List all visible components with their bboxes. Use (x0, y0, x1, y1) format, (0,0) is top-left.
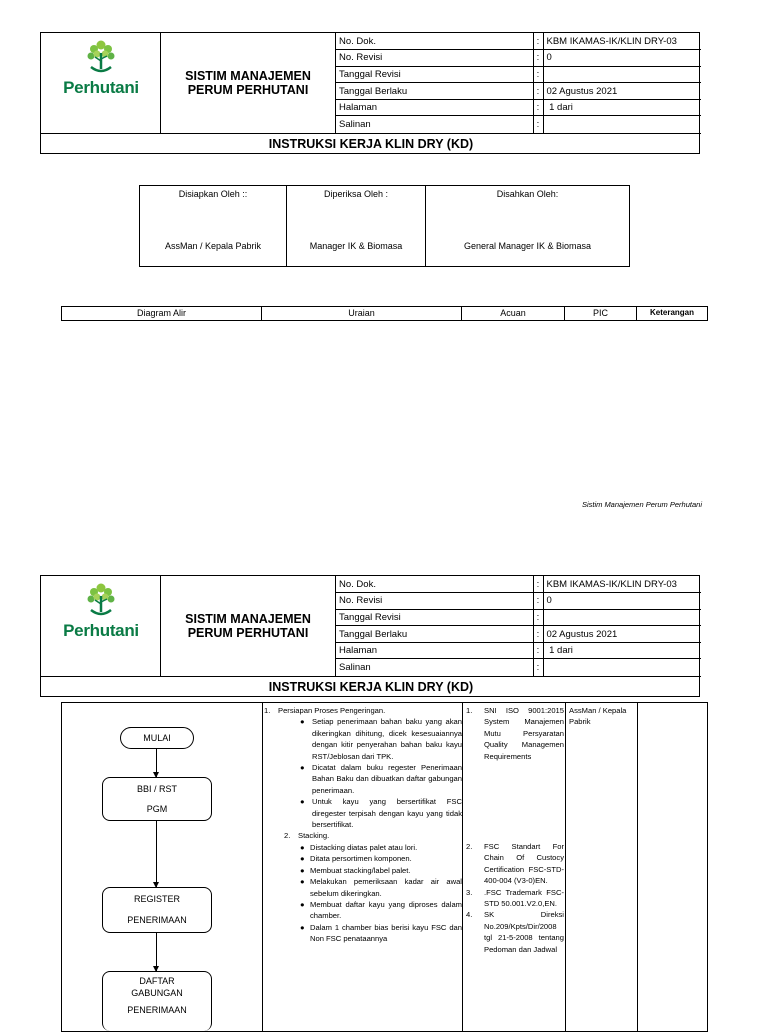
flow-start-terminal: MULAI (120, 727, 194, 749)
step-number: 2. (284, 831, 291, 841)
flow-daftar-line3: PENERIMAAN (127, 1005, 187, 1015)
info-sep: : (533, 50, 543, 67)
info-label: No. Revisi (336, 593, 533, 610)
col-pic: PIC (565, 307, 637, 320)
info-value: 02 Agustus 2021 (543, 83, 701, 100)
info-label: No. Dok. (336, 576, 533, 593)
uraian-bullet: ● Setiap penerimaan bahan baku yang akan dikeringkan dihitung, dicek kesesuaiannya dengan kitir penyerahan bahan baku kayu RST/Jeblosan dari TPK. (300, 717, 462, 761)
info-value (543, 116, 701, 133)
uraian-bullet: ● Membuat stacking/label palet. (300, 865, 411, 875)
info-label: Halaman (336, 99, 533, 116)
procedure-column-header (61, 306, 708, 321)
bullet-text: Ditata persortimen komponen. (310, 854, 412, 864)
info-label: Salinan (336, 659, 533, 676)
flow-daftar-line1: DAFTAR (139, 976, 175, 986)
info-value: KBM IKAMAS-IK/KLIN DRY-03 (543, 576, 701, 593)
document-title: INSTRUKSI KERJA KLIN DRY (KD) (41, 676, 701, 698)
info-row-no-revisi (336, 593, 701, 610)
col-acuan: Acuan (462, 307, 565, 320)
info-label: Tanggal Berlaku (336, 83, 533, 100)
info-row-tanggal-berlaku (336, 626, 701, 643)
info-row-no-dok (336, 33, 701, 50)
document-info (336, 33, 701, 133)
company-logo (41, 33, 161, 133)
col-keterangan: Keterangan (649, 308, 694, 317)
uraian-text (264, 705, 462, 945)
info-sep: : (533, 83, 543, 100)
info-row-no-dok (336, 576, 701, 593)
approval-table (139, 185, 630, 267)
step-title: Stacking. (298, 831, 330, 841)
info-sep: : (533, 116, 543, 133)
flow-register-line1: REGISTER (133, 894, 180, 904)
approved-by: General Manager IK & Biomasa (463, 241, 592, 251)
checked-label: Diperiksa Oleh : (323, 189, 389, 199)
flow-box-register (102, 887, 212, 933)
column-divider (565, 703, 566, 1031)
info-sep: : (533, 99, 543, 116)
uraian-bullet: ● Ditata persortimen komponen. (300, 854, 412, 864)
info-sep: : (533, 659, 543, 676)
system-line-2: PERUM PERHUTANI (187, 626, 309, 640)
acuan-item (466, 887, 564, 910)
column-divider (637, 703, 638, 1031)
info-sep: : (533, 576, 543, 593)
system-name (161, 576, 336, 676)
page-footer: Sistim Manajemen Perum Perhutani (581, 500, 702, 509)
info-row-tanggal-berlaku (336, 83, 701, 100)
acuan-text-1: SNI ISO 9001:2015 System Manajemen Mutu Persyaratan Quality Managemen Requirements (484, 706, 564, 761)
info-value (543, 659, 701, 676)
info-sep: : (533, 33, 543, 50)
info-label: Tanggal Berlaku (336, 626, 533, 643)
bullet-text: Membuat daftar kayu yang diproses dalam chamber. (310, 899, 462, 921)
info-row-tanggal-revisi (336, 66, 701, 83)
logo-text: Perhutani (63, 621, 139, 640)
acuan-item (466, 705, 564, 841)
col-diagram: Diagram Alir (62, 307, 262, 320)
checked-by: Manager IK & Biomasa (309, 241, 403, 251)
prepared-by: AssMan / Kepala Pabrik (164, 241, 262, 251)
flow-box-daftar-gabungan (102, 971, 212, 1031)
document-info (336, 576, 701, 676)
step-title: Persiapan Proses Pengeringan. (278, 706, 386, 715)
info-sep: : (533, 626, 543, 643)
system-name (161, 33, 336, 133)
info-row-salinan (336, 659, 701, 676)
column-divider (462, 703, 463, 1031)
bullet-text: Distacking diatas palet atau lori. (310, 842, 418, 852)
info-value: 0 (543, 593, 701, 610)
acuan-text-4: SK Direksi No.209/Kpts/Dir/2008 tgl 21-5-2008 tentang Pedoman dan Jadwal (484, 910, 564, 954)
flow-box-bbi-rst (102, 777, 212, 821)
acuan-item (466, 841, 564, 887)
uraian-bullet: ● Membuat daftar kayu yang diproses dalam chamber. (300, 899, 462, 921)
uraian-step-1 (264, 705, 462, 716)
header-frame (40, 575, 700, 697)
uraian-bullet: ● Dalam 1 chamber bias berisi kayu FSC dan Non FSC penataannya (300, 922, 462, 944)
info-value: 1 dari (543, 99, 701, 116)
flow-arrow (156, 821, 157, 887)
info-sep: : (533, 66, 543, 83)
info-label: Tanggal Revisi (336, 609, 533, 626)
acuan-number: 3. (466, 887, 473, 897)
flow-arrow (156, 749, 157, 777)
info-value (543, 66, 701, 83)
info-row-tanggal-revisi (336, 609, 701, 626)
header-frame (40, 32, 700, 154)
pic-text: AssMan / Kepala Pabrik (569, 706, 627, 727)
system-line-2: PERUM PERHUTANI (187, 83, 309, 97)
bullet-text: Melakukan pemeriksaan kadar air awal sebelum dikeringkan. (310, 877, 462, 898)
tree-logo-icon (85, 39, 117, 75)
bullet-text: Dalam 1 chamber bias berisi kayu FSC dan Non FSC penataannya (310, 922, 462, 944)
uraian-bullet: ● Distacking diatas palet atau lori. (300, 842, 418, 852)
procedure-table (61, 702, 708, 1032)
approval-checked (287, 186, 426, 266)
info-value: 1 dari (543, 642, 701, 659)
flow-bbi-line2: PGM (146, 804, 168, 814)
approved-label: Disahkan Oleh: (496, 189, 559, 199)
bullet-text: Setiap penerimaan bahan baku yang akan dikeringkan dihitung, dicek kesesuaiannya dengan kitir penyerahan bahan baku kayu RST/Jeblosan dari TPK. (312, 717, 462, 761)
system-line-1: SISTIM MANAJEMEN (185, 612, 311, 626)
uraian-bullet: ● Melakukan pemeriksaan kadar air awal sebelum dikeringkan. (300, 877, 462, 898)
info-row-no-revisi (336, 50, 701, 67)
info-label: Tanggal Revisi (336, 66, 533, 83)
uraian-step-2 (264, 830, 462, 841)
info-label: No. Dok. (336, 33, 533, 50)
info-value: 02 Agustus 2021 (543, 626, 701, 643)
logo-text: Perhutani (63, 78, 139, 97)
step-number: 1. (264, 706, 271, 715)
info-row-salinan (336, 116, 701, 133)
column-divider (262, 703, 263, 1031)
col-uraian: Uraian (262, 307, 462, 320)
flow-daftar-line2: GABUNGAN (131, 988, 183, 998)
approval-approved (426, 186, 629, 266)
info-value: KBM IKAMAS-IK/KLIN DRY-03 (543, 33, 701, 50)
bullet-text: Untuk kayu yang bersertifikat FSC diregester terpisah dengan kayu yang tidak bersertifikat. (312, 797, 462, 830)
info-row-halaman (336, 99, 701, 116)
acuan-item (466, 909, 564, 955)
bullet-text: Dicatat dalam buku regester Penerimaan Bahan Baku dan dibuatkan daftar gabungan penerimaan. (312, 763, 462, 795)
flow-bbi-line1: BBI / RST (136, 784, 177, 794)
info-value: 0 (543, 50, 701, 67)
system-line-1: SISTIM MANAJEMEN (185, 69, 311, 83)
flow-register-line2: PENERIMAAN (127, 915, 187, 925)
acuan-number: 4. (466, 910, 473, 920)
flow-arrow (156, 933, 157, 971)
document-info-table (336, 33, 701, 133)
approval-prepared (140, 186, 287, 266)
info-value (543, 609, 701, 626)
bullet-text: Membuat stacking/label palet. (310, 865, 411, 875)
acuan-number: 2. (466, 842, 473, 851)
info-row-halaman (336, 642, 701, 659)
uraian-bullet: ● Untuk kayu yang bersertifikat FSC diregester terpisah dengan kayu yang tidak bersertifikat. (300, 797, 462, 830)
info-label: No. Revisi (336, 50, 533, 67)
info-sep: : (533, 642, 543, 659)
company-logo (41, 576, 161, 676)
acuan-text (466, 705, 564, 955)
prepared-label: Disiapkan Oleh :: (178, 189, 248, 199)
acuan-text-2: FSC Standart For Chain Of Custocy Certification FSC-STD-400-004 (V3-0)EN. (484, 842, 564, 886)
info-sep: : (533, 609, 543, 626)
info-sep: : (533, 593, 543, 610)
info-label: Halaman (336, 642, 533, 659)
uraian-bullet: ● Dicatat dalam buku regester Penerimaan Bahan Baku dan dibuatkan daftar gabungan penerimaan. (300, 763, 462, 795)
acuan-number: 1. (466, 706, 473, 715)
tree-logo-icon (85, 582, 117, 618)
acuan-text-3: .FSC Trademark FSC-STD 50.001.V2.0,EN. (484, 887, 564, 909)
info-label: Salinan (336, 116, 533, 133)
document-info-table (336, 576, 701, 676)
document-title: INSTRUKSI KERJA KLIN DRY (KD) (41, 133, 701, 155)
